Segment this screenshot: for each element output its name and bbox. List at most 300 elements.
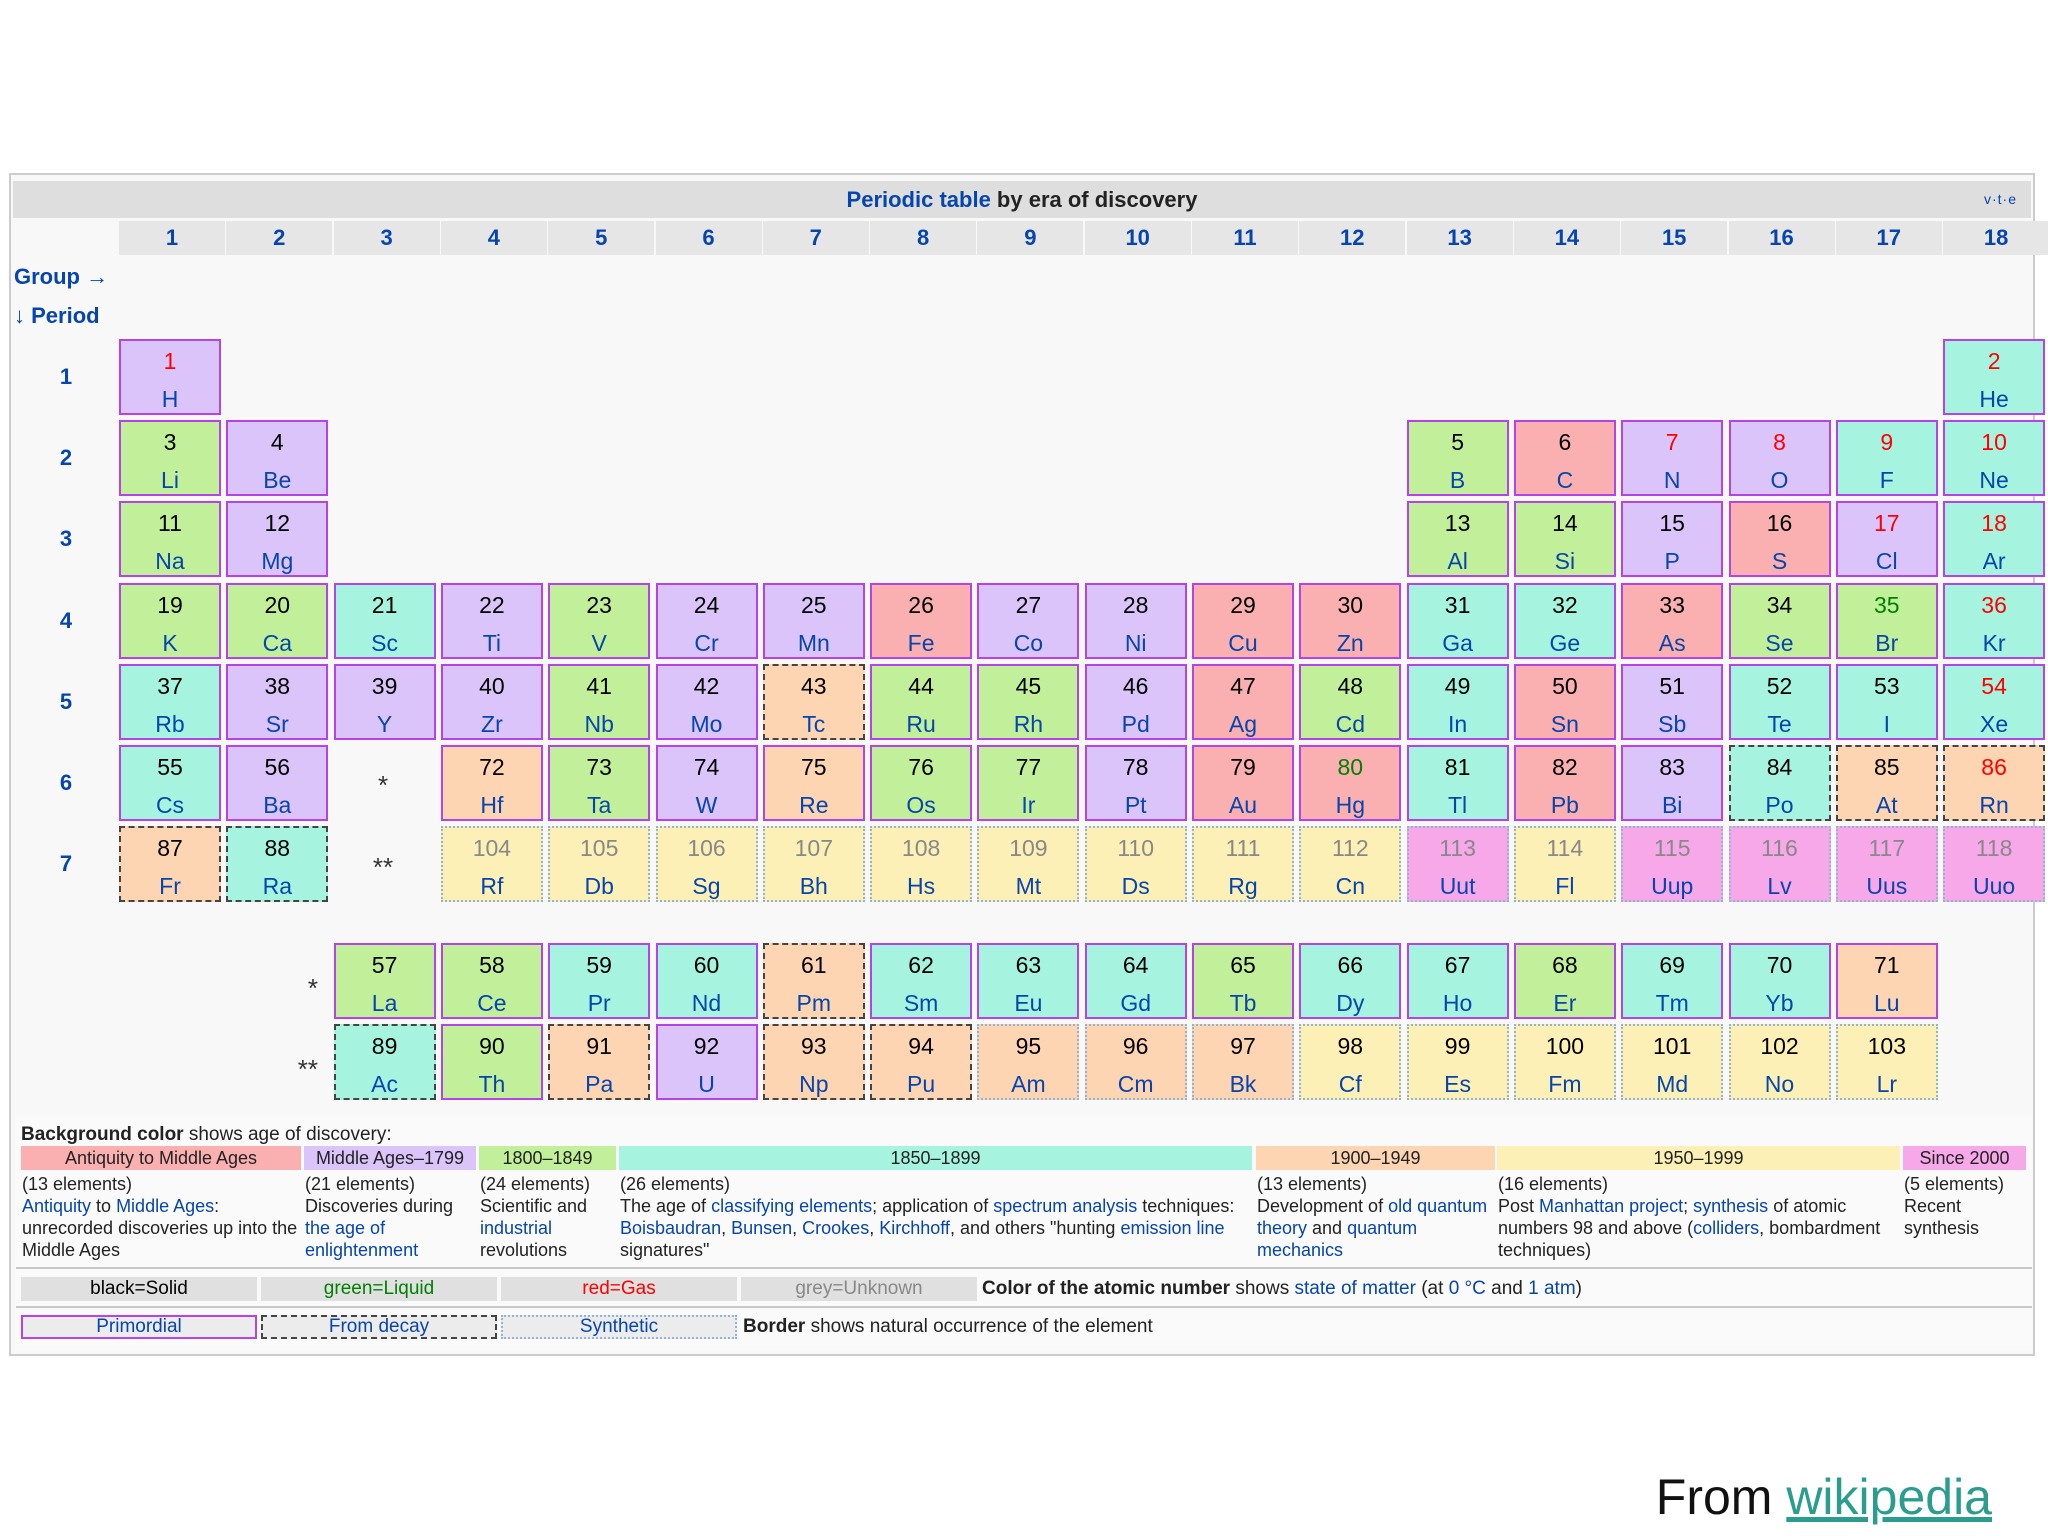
element-Uup[interactable] bbox=[1621, 826, 1723, 902]
element-N[interactable] bbox=[1621, 420, 1723, 496]
element-Hf[interactable] bbox=[441, 745, 543, 821]
atomic-number: 113 bbox=[1439, 835, 1476, 862]
element-symbol: Th bbox=[478, 1071, 506, 1097]
group-number[interactable]: 2 bbox=[226, 221, 332, 255]
element-Gd[interactable] bbox=[1085, 943, 1187, 1019]
element-Pa[interactable] bbox=[548, 1024, 650, 1100]
atomic-number: 108 bbox=[901, 835, 941, 862]
element-Na[interactable] bbox=[119, 501, 221, 577]
wiki-link[interactable]: emission line bbox=[1120, 1218, 1225, 1238]
wiki-link[interactable]: state of matter bbox=[1294, 1278, 1416, 1299]
element-symbol: Uuo bbox=[1972, 873, 2016, 900]
element-symbol: O bbox=[1770, 467, 1789, 494]
wiki-link[interactable]: classifying elements bbox=[711, 1196, 873, 1216]
element-Y[interactable] bbox=[334, 664, 436, 740]
atomic-number: 55 bbox=[157, 754, 183, 780]
element-Lv[interactable] bbox=[1729, 826, 1831, 902]
element-symbol: Zr bbox=[481, 710, 503, 737]
element-Re[interactable] bbox=[763, 745, 865, 821]
atomic-number: 37 bbox=[157, 672, 183, 699]
era-text bbox=[305, 1195, 473, 1261]
era-swatch: Since 2000 bbox=[1903, 1146, 2026, 1170]
wiki-link[interactable]: Boisbaudran bbox=[620, 1218, 722, 1238]
vte-links[interactable]: v·t·e bbox=[1984, 191, 2017, 207]
atomic-number: 78 bbox=[1122, 754, 1149, 780]
era-count: (16 elements) bbox=[1498, 1174, 1609, 1194]
atomic-number: 45 bbox=[1015, 672, 1042, 699]
element-Ti[interactable] bbox=[441, 583, 543, 659]
atomic-number: 43 bbox=[801, 672, 827, 699]
element-symbol: Cu bbox=[1228, 629, 1258, 656]
atomic-number: 33 bbox=[1659, 591, 1685, 618]
era-text bbox=[1257, 1195, 1492, 1261]
element-Ge[interactable] bbox=[1514, 583, 1616, 659]
atomic-number: 44 bbox=[908, 672, 934, 699]
text: shows bbox=[1230, 1278, 1295, 1299]
atomic-number: 1 bbox=[163, 348, 177, 374]
text: Discoveries during bbox=[305, 1196, 454, 1216]
text: to bbox=[91, 1196, 117, 1216]
period-number[interactable]: 3 bbox=[59, 526, 73, 552]
element-symbol: Nb bbox=[584, 710, 614, 737]
element-symbol: Pd bbox=[1121, 710, 1150, 737]
wiki-link[interactable]: Manhattan project bbox=[1539, 1196, 1684, 1216]
group-number[interactable]: 4 bbox=[441, 221, 547, 255]
atomic-number: 5 bbox=[1451, 429, 1464, 456]
era-description bbox=[22, 1173, 298, 1261]
element-symbol: Pa bbox=[585, 1071, 614, 1097]
period-number[interactable]: 5 bbox=[59, 688, 73, 714]
wiki-link[interactable]: Middle Ages bbox=[116, 1196, 215, 1216]
atomic-number: 66 bbox=[1337, 952, 1364, 978]
element-symbol: Ti bbox=[482, 629, 502, 656]
atomic-number: 24 bbox=[693, 591, 720, 618]
element-Mg[interactable] bbox=[226, 501, 328, 577]
period-number[interactable]: 4 bbox=[59, 607, 73, 633]
element-symbol: B bbox=[1449, 467, 1466, 494]
element-Xe[interactable] bbox=[1943, 664, 2045, 740]
element-Be[interactable] bbox=[226, 420, 328, 496]
atomic-number: 6 bbox=[1558, 429, 1572, 456]
element-Cn[interactable] bbox=[1299, 826, 1401, 902]
element-symbol: Cr bbox=[694, 629, 719, 656]
element-Ds[interactable] bbox=[1085, 826, 1187, 902]
element-No[interactable] bbox=[1729, 1024, 1831, 1100]
element-symbol: Ru bbox=[906, 710, 936, 737]
element-Rf[interactable] bbox=[441, 826, 543, 902]
element-symbol: Ag bbox=[1228, 710, 1258, 737]
wiki-link[interactable]: spectrum analysis bbox=[993, 1196, 1138, 1216]
element-Ca[interactable] bbox=[226, 583, 328, 659]
element-symbol: Se bbox=[1765, 629, 1794, 656]
atomic-number: 73 bbox=[586, 754, 612, 780]
element-La[interactable] bbox=[334, 943, 436, 1019]
element-Co[interactable] bbox=[977, 583, 1079, 659]
element-Es[interactable] bbox=[1407, 1024, 1509, 1100]
element-W[interactable] bbox=[656, 745, 758, 821]
element-symbol: Os bbox=[906, 792, 936, 818]
era-count: (13 elements) bbox=[1257, 1174, 1368, 1194]
group-number[interactable]: 8 bbox=[870, 221, 976, 255]
atomic-number: 64 bbox=[1122, 952, 1149, 978]
element-symbol: Yb bbox=[1765, 990, 1794, 1016]
atomic-number: 48 bbox=[1337, 672, 1364, 699]
atomic-number: 27 bbox=[1015, 591, 1042, 618]
element-Ga[interactable] bbox=[1407, 583, 1509, 659]
element-Pm[interactable] bbox=[763, 943, 865, 1019]
atomic-number: 25 bbox=[801, 591, 827, 618]
element-Pb[interactable] bbox=[1514, 745, 1616, 821]
border-primordial[interactable]: Primordial bbox=[21, 1315, 257, 1339]
group-number[interactable]: 15 bbox=[1621, 221, 1727, 255]
text: Recent synthesis bbox=[1904, 1196, 1980, 1238]
element-Cd[interactable] bbox=[1299, 664, 1401, 740]
element-symbol: Bh bbox=[799, 873, 828, 900]
element-symbol: Fe bbox=[907, 629, 935, 656]
element-Nb[interactable] bbox=[548, 664, 650, 740]
element-Uuo[interactable] bbox=[1943, 826, 2045, 902]
element-Sc[interactable] bbox=[334, 583, 436, 659]
atomic-number: 58 bbox=[479, 952, 505, 978]
atomic-number: 111 bbox=[1225, 835, 1261, 862]
era-description bbox=[305, 1173, 473, 1261]
element-Kr[interactable] bbox=[1943, 583, 2045, 659]
element-Bi[interactable] bbox=[1621, 745, 1723, 821]
element-Pt[interactable] bbox=[1085, 745, 1187, 821]
text: Development of bbox=[1257, 1196, 1389, 1216]
element-Rg[interactable] bbox=[1192, 826, 1294, 902]
group-number[interactable]: 9 bbox=[977, 221, 1083, 255]
atomic-number: 11 bbox=[158, 510, 182, 537]
element-Sb[interactable] bbox=[1621, 664, 1723, 740]
table-title: Periodic table by era of discovery v·t·e bbox=[13, 181, 2031, 218]
group-number[interactable]: 5 bbox=[548, 221, 654, 255]
element-Rn[interactable] bbox=[1943, 745, 2045, 821]
element-Np[interactable] bbox=[763, 1024, 865, 1100]
element-symbol: U bbox=[698, 1071, 715, 1097]
element-Au[interactable] bbox=[1192, 745, 1294, 821]
periodic-table-link[interactable]: Periodic table bbox=[846, 187, 991, 212]
element-symbol: Cm bbox=[1117, 1071, 1154, 1097]
element-symbol: N bbox=[1663, 467, 1681, 494]
group-axis-label[interactable]: Group → bbox=[14, 264, 109, 289]
element-Lu[interactable] bbox=[1836, 943, 1938, 1019]
element-symbol: Br bbox=[1875, 629, 1899, 656]
atomic-number: 39 bbox=[371, 672, 398, 699]
element-Md[interactable] bbox=[1621, 1024, 1723, 1100]
wiki-link[interactable]: Crookes bbox=[802, 1218, 870, 1238]
atomic-number: 79 bbox=[1230, 754, 1256, 780]
state-caption bbox=[982, 1278, 1582, 1300]
element-C[interactable] bbox=[1514, 420, 1616, 496]
element-symbol: In bbox=[1448, 710, 1468, 737]
atomic-number: 62 bbox=[908, 952, 934, 978]
wiki-link[interactable]: synthesis bbox=[1693, 1196, 1769, 1216]
element-symbol: Gd bbox=[1120, 990, 1152, 1016]
element-Ce[interactable] bbox=[441, 943, 543, 1019]
group-number[interactable]: 10 bbox=[1085, 221, 1191, 255]
element-As[interactable] bbox=[1621, 583, 1723, 659]
atomic-number: 105 bbox=[580, 835, 619, 862]
atomic-number: 117 bbox=[1868, 835, 1906, 862]
atomic-number: 115 bbox=[1653, 835, 1691, 862]
atomic-number: 50 bbox=[1552, 672, 1578, 699]
element-symbol: Y bbox=[376, 710, 393, 737]
element-F[interactable] bbox=[1836, 420, 1938, 496]
element-Ir[interactable] bbox=[977, 745, 1079, 821]
element-Hs[interactable] bbox=[870, 826, 972, 902]
element-Po[interactable] bbox=[1729, 745, 1831, 821]
atomic-number: 20 bbox=[264, 591, 291, 618]
element-symbol: Kr bbox=[1982, 629, 2006, 656]
element-Sg[interactable] bbox=[656, 826, 758, 902]
element-Dy[interactable] bbox=[1299, 943, 1401, 1019]
element-Am[interactable] bbox=[977, 1024, 1079, 1100]
element-Cu[interactable] bbox=[1192, 583, 1294, 659]
period-number[interactable]: 1 bbox=[59, 364, 73, 389]
element-K[interactable] bbox=[119, 583, 221, 659]
atomic-number: 56 bbox=[264, 754, 291, 780]
wikipedia-link[interactable]: wikipedia bbox=[1786, 1469, 1992, 1525]
element-symbol: Sm bbox=[903, 990, 939, 1016]
text: , bbox=[721, 1218, 732, 1238]
element-S[interactable] bbox=[1729, 501, 1831, 577]
era-count: (24 elements) bbox=[480, 1174, 591, 1194]
element-Db[interactable] bbox=[548, 826, 650, 902]
atomic-number: 95 bbox=[1015, 1033, 1042, 1059]
wiki-link[interactable]: quantum mechanics bbox=[1257, 1218, 1418, 1260]
wiki-link[interactable]: Bunsen bbox=[731, 1218, 793, 1238]
atomic-number: 91 bbox=[586, 1033, 612, 1059]
element-Os[interactable] bbox=[870, 745, 972, 821]
element-Ru[interactable] bbox=[870, 664, 972, 740]
element-symbol: Si bbox=[1554, 548, 1576, 575]
element-symbol: Be bbox=[263, 467, 292, 494]
element-Pu[interactable] bbox=[870, 1024, 972, 1100]
element-symbol: Ce bbox=[477, 990, 507, 1016]
element-symbol: Cf bbox=[1338, 1071, 1362, 1097]
element-symbol: Hs bbox=[907, 873, 936, 900]
element-O[interactable] bbox=[1729, 420, 1831, 496]
period-number[interactable]: 2 bbox=[59, 445, 73, 471]
atomic-number: 83 bbox=[1659, 754, 1685, 780]
element-Pr[interactable] bbox=[548, 943, 650, 1019]
element-Br[interactable] bbox=[1836, 583, 1938, 659]
wiki-link[interactable]: old quantum theory bbox=[1257, 1196, 1488, 1238]
group-number[interactable]: 17 bbox=[1836, 221, 1942, 255]
border-caption: Border shows natural occurrence of the element bbox=[743, 1316, 1153, 1337]
element-Cm[interactable] bbox=[1085, 1024, 1187, 1100]
atomic-number: 42 bbox=[693, 672, 720, 699]
element-Zr[interactable] bbox=[441, 664, 543, 740]
atomic-number: 49 bbox=[1444, 672, 1471, 699]
element-Ar[interactable] bbox=[1943, 501, 2045, 577]
element-symbol: Np bbox=[799, 1071, 829, 1097]
element-Yb[interactable] bbox=[1729, 943, 1831, 1019]
element-Tm[interactable] bbox=[1621, 943, 1723, 1019]
element-Lr[interactable] bbox=[1836, 1024, 1938, 1100]
element-symbol: I bbox=[1883, 710, 1890, 737]
atomic-number: 30 bbox=[1337, 591, 1364, 618]
element-Sn[interactable] bbox=[1514, 664, 1616, 740]
wiki-link[interactable]: 0 °C bbox=[1448, 1278, 1486, 1299]
group-number[interactable]: 13 bbox=[1407, 221, 1513, 255]
element-symbol: W bbox=[695, 792, 718, 818]
wiki-link[interactable]: Kirchhoff bbox=[879, 1218, 950, 1238]
element-symbol: Rh bbox=[1013, 710, 1044, 737]
element-Cs[interactable] bbox=[119, 745, 221, 821]
element-Se[interactable] bbox=[1729, 583, 1831, 659]
element-Mn[interactable] bbox=[763, 583, 865, 659]
element-Er[interactable] bbox=[1514, 943, 1616, 1019]
group-number[interactable]: 12 bbox=[1299, 221, 1405, 255]
group-number[interactable]: 11 bbox=[1192, 221, 1298, 255]
group-number[interactable]: 3 bbox=[334, 221, 440, 255]
atomic-number: 60 bbox=[693, 952, 720, 978]
element-Pd[interactable] bbox=[1085, 664, 1187, 740]
element-symbol: H bbox=[161, 386, 179, 412]
element-Eu[interactable] bbox=[977, 943, 1079, 1019]
border-synthetic[interactable]: Synthetic bbox=[501, 1315, 737, 1339]
atomic-number: 23 bbox=[586, 591, 612, 618]
element-symbol: Cs bbox=[155, 792, 185, 818]
period-number[interactable]: 6 bbox=[59, 770, 73, 795]
element-Tl[interactable] bbox=[1407, 745, 1509, 821]
element-symbol: Sn bbox=[1550, 710, 1579, 737]
atomic-number: 18 bbox=[1981, 510, 2007, 537]
element-H[interactable] bbox=[119, 339, 221, 415]
element-P[interactable] bbox=[1621, 501, 1723, 577]
element-Li[interactable] bbox=[119, 420, 221, 496]
element-In[interactable] bbox=[1407, 664, 1509, 740]
element-Sm[interactable] bbox=[870, 943, 972, 1019]
element-Fr[interactable] bbox=[119, 826, 221, 902]
element-Fe[interactable] bbox=[870, 583, 972, 659]
atomic-number: 34 bbox=[1766, 591, 1793, 618]
element-Uut[interactable] bbox=[1407, 826, 1509, 902]
text: : unrecorded discoveries up into the Middle Ages bbox=[22, 1196, 298, 1260]
element-symbol: Au bbox=[1228, 792, 1258, 818]
text: (at bbox=[1415, 1278, 1449, 1299]
border-from-decay[interactable]: From decay bbox=[261, 1315, 497, 1339]
element-Zn[interactable] bbox=[1299, 583, 1401, 659]
text: and bbox=[1485, 1278, 1529, 1299]
era-text bbox=[1498, 1195, 1897, 1261]
element-Te[interactable] bbox=[1729, 664, 1831, 740]
wiki-link[interactable]: colliders bbox=[1693, 1218, 1760, 1238]
element-symbol: Ra bbox=[262, 873, 292, 900]
wiki-link[interactable]: industrial bbox=[480, 1218, 553, 1238]
group-number[interactable]: 6 bbox=[656, 221, 762, 255]
element-Al[interactable] bbox=[1407, 501, 1509, 577]
element-U[interactable] bbox=[656, 1024, 758, 1100]
element-Ra[interactable] bbox=[226, 826, 328, 902]
element-symbol: Zn bbox=[1336, 629, 1364, 656]
atomic-number: 15 bbox=[1659, 510, 1685, 537]
atomic-number: 88 bbox=[264, 835, 291, 862]
element-Tb[interactable] bbox=[1192, 943, 1294, 1019]
legend-divider bbox=[16, 1306, 2032, 1308]
element-symbol: Sb bbox=[1658, 710, 1687, 737]
element-Bk[interactable] bbox=[1192, 1024, 1294, 1100]
period-axis-label[interactable]: ↓ Period bbox=[14, 303, 100, 328]
period-number[interactable]: 7 bbox=[59, 851, 73, 877]
element-Ac[interactable] bbox=[334, 1024, 436, 1100]
atomic-number: 93 bbox=[801, 1033, 827, 1059]
element-Tc[interactable] bbox=[763, 664, 865, 740]
group-number[interactable]: 1 bbox=[119, 221, 225, 255]
element-Si[interactable] bbox=[1514, 501, 1616, 577]
element-Ba[interactable] bbox=[226, 745, 328, 821]
element-symbol: Ta bbox=[587, 792, 612, 818]
element-symbol: Ni bbox=[1124, 629, 1147, 656]
element-symbol: Ne bbox=[1979, 467, 2009, 494]
group-number[interactable]: 16 bbox=[1729, 221, 1835, 255]
group-number[interactable]: 7 bbox=[763, 221, 869, 255]
group-number[interactable]: 14 bbox=[1514, 221, 1620, 255]
element-Ne[interactable] bbox=[1943, 420, 2045, 496]
element-I[interactable] bbox=[1836, 664, 1938, 740]
atomic-number: 54 bbox=[1981, 672, 2007, 699]
element-Fm[interactable] bbox=[1514, 1024, 1616, 1100]
element-symbol: Eu bbox=[1014, 990, 1043, 1016]
element-Mo[interactable] bbox=[656, 664, 758, 740]
element-Rh[interactable] bbox=[977, 664, 1079, 740]
element-Hg[interactable] bbox=[1299, 745, 1401, 821]
element-symbol: Mn bbox=[797, 629, 830, 656]
element-Sr[interactable] bbox=[226, 664, 328, 740]
wiki-link[interactable]: the age of enlightenment bbox=[305, 1218, 419, 1260]
era-description bbox=[1257, 1173, 1492, 1261]
text: ) bbox=[1575, 1278, 1582, 1299]
state-liquid: green=Liquid bbox=[261, 1277, 497, 1301]
element-Mt[interactable] bbox=[977, 826, 1079, 902]
atomic-number: 9 bbox=[1880, 429, 1894, 456]
element-Cr[interactable] bbox=[656, 583, 758, 659]
group-number[interactable]: 18 bbox=[1943, 221, 2048, 255]
element-Fl[interactable] bbox=[1514, 826, 1616, 902]
atomic-number: 40 bbox=[479, 672, 505, 699]
element-symbol: Uut bbox=[1439, 873, 1476, 900]
text: ; bbox=[1683, 1196, 1694, 1216]
atomic-number: 14 bbox=[1552, 510, 1578, 537]
element-Ta[interactable] bbox=[548, 745, 650, 821]
era-count: (13 elements) bbox=[22, 1174, 133, 1194]
element-Ni[interactable] bbox=[1085, 583, 1187, 659]
wiki-link[interactable]: 1 atm bbox=[1528, 1278, 1576, 1299]
element-V[interactable] bbox=[548, 583, 650, 659]
element-Uus[interactable] bbox=[1836, 826, 1938, 902]
element-Ag[interactable] bbox=[1192, 664, 1294, 740]
element-Cl[interactable] bbox=[1836, 501, 1938, 577]
element-Rb[interactable] bbox=[119, 664, 221, 740]
element-symbol: Na bbox=[155, 548, 185, 575]
element-Cf[interactable] bbox=[1299, 1024, 1401, 1100]
element-symbol: S bbox=[1771, 548, 1788, 575]
element-symbol: Rn bbox=[1979, 792, 2009, 818]
element-He[interactable] bbox=[1943, 339, 2045, 415]
element-Th[interactable] bbox=[441, 1024, 543, 1100]
element-Ho[interactable] bbox=[1407, 943, 1509, 1019]
element-symbol: Xe bbox=[1980, 710, 2009, 737]
element-symbol: Dy bbox=[1336, 990, 1365, 1016]
element-At[interactable] bbox=[1836, 745, 1938, 821]
element-Nd[interactable] bbox=[656, 943, 758, 1019]
element-B[interactable] bbox=[1407, 420, 1509, 496]
wiki-link[interactable]: Antiquity bbox=[22, 1196, 92, 1216]
element-Bh[interactable] bbox=[763, 826, 865, 902]
element-symbol: Ga bbox=[1442, 629, 1473, 656]
